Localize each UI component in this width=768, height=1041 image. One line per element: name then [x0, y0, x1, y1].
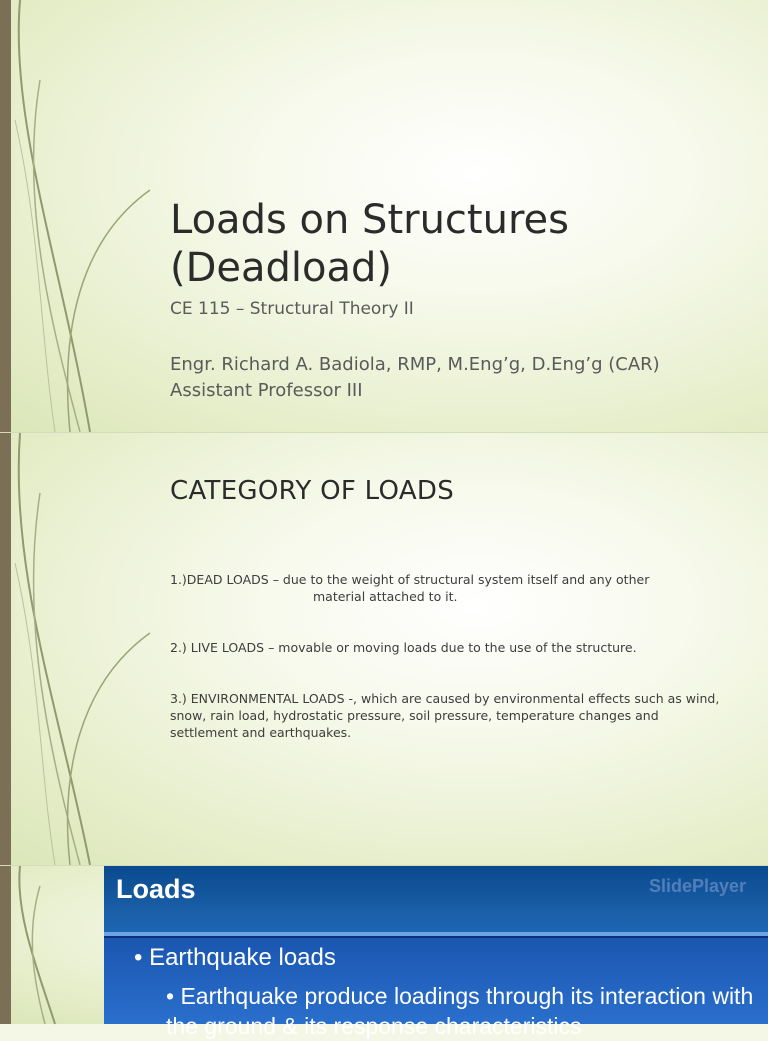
live-loads-item: 2.) LIVE LOADS – movable or moving loads due to the use of the structure.	[170, 640, 637, 655]
bullet-earthquake-loads: • Earthquake loads	[134, 944, 336, 971]
title-line-1: Loads on Structures	[170, 197, 569, 243]
loads-slide	[0, 866, 768, 1039]
left-accent-bar	[0, 0, 11, 432]
environmental-loads-item: 3.) ENVIRONMENTAL LOADS -, which are caused by environmental effects such as wind, snow, rain load, hydrostatic pressure, soil pressure, temperature changes and settlement and earthquakes.	[170, 691, 720, 740]
dead-loads-line-2: material attached to it.	[313, 589, 458, 604]
author-position: Assistant Professor III	[170, 380, 363, 401]
header-rule-dark	[104, 936, 768, 938]
decorative-swoosh-icon	[0, 866, 110, 1024]
dead-loads-line-1: 1.)DEAD LOADS – due to the weight of structural system itself and any other	[170, 572, 650, 587]
category-title: CATEGORY OF LOADS	[170, 476, 455, 506]
embedded-slide-image	[104, 866, 768, 1039]
slide-title	[170, 196, 569, 292]
left-accent-bar	[0, 866, 11, 1024]
title-line-2: (Deadload)	[170, 245, 393, 291]
author-name: Engr. Richard A. Badiola, RMP, M.Eng’g, D.Eng’g (CAR)	[170, 354, 660, 375]
title-slide	[0, 0, 768, 432]
loads-title: Loads	[116, 874, 196, 904]
bullet-earthquake-description: • Earthquake produce loadings through its interaction with the ground & its response characteristics	[166, 983, 754, 1039]
course-subtitle: CE 115 – Structural Theory II	[170, 299, 414, 319]
author-block	[170, 352, 660, 404]
left-accent-bar	[0, 433, 11, 865]
dead-loads-item	[170, 571, 730, 605]
watermark-logo: SlidePlayer	[648, 876, 746, 896]
